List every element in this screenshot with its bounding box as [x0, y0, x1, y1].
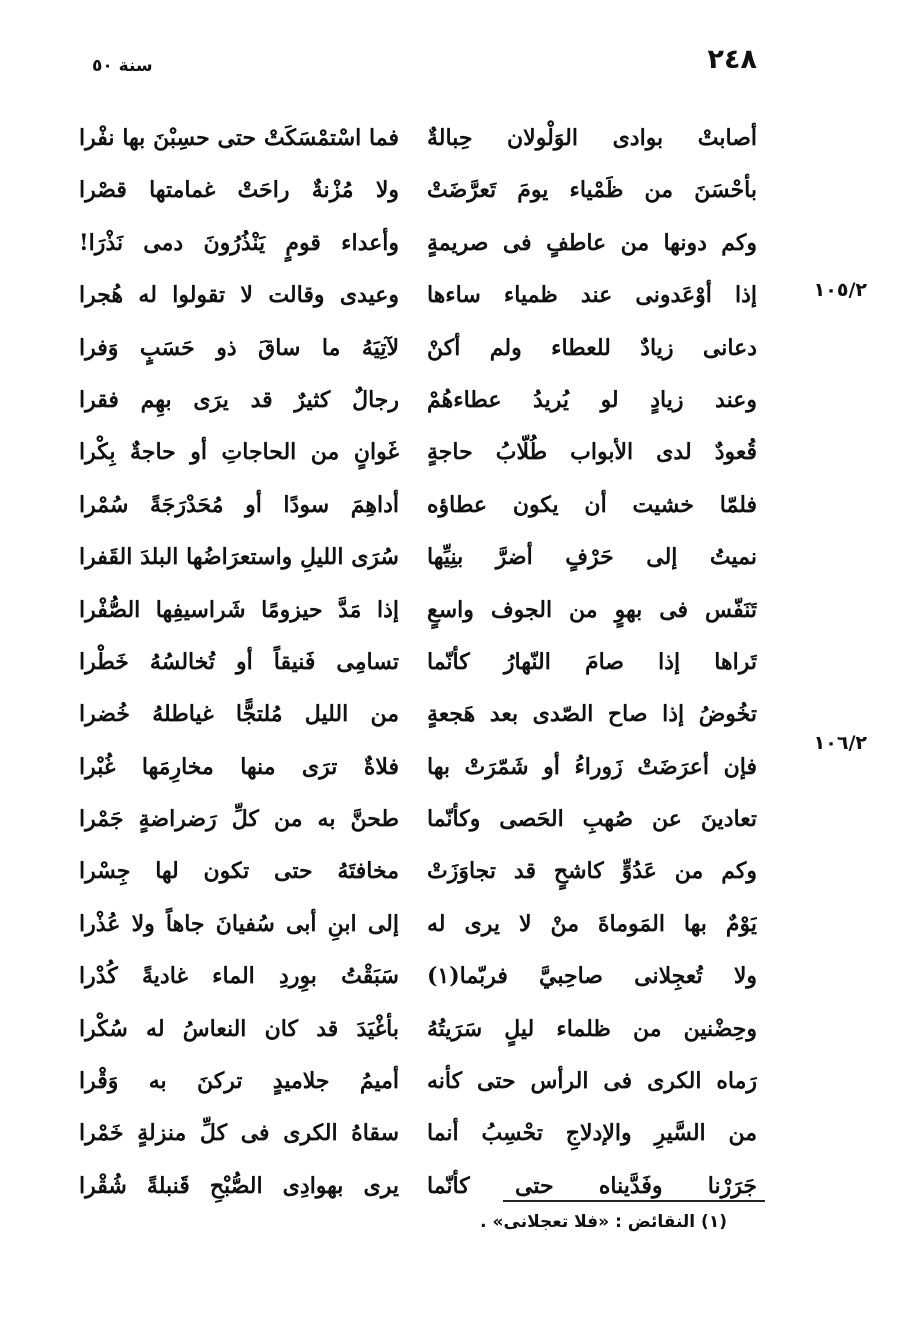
hemistich: مخافتَهُ حتى تكون لها جِسْرا [79, 858, 399, 885]
hemistich: سقاهُ الكرى فى كلِّ منزلةٍ خَمْرا [79, 1120, 399, 1147]
hemistich: فلمّا خشيت أن يكون عطاؤه [427, 491, 757, 518]
hemistich: غَوانٍ من الحاجاتِ أو حاجةٌ بِكْرا [79, 439, 399, 466]
hemistich: تَراها إذا صامَ النّهارُ كأنّما [427, 648, 757, 675]
verse-reference: ١٠٦/٢ [813, 732, 867, 754]
hemistich: ولا مُزْنةٌ راحَتْ غمامتها قصْرا [79, 177, 399, 204]
hemistich: يرى بهوادِى الصُّبْحِ قَنبلةً شُقْرا [79, 1172, 399, 1199]
hemistich: فلاةٌ ترَى منها مخارِمَها غُبْرا [79, 753, 399, 780]
hemistich: نميتُ إلى حَرْفٍ أضرَّ بنِيِّها [427, 544, 757, 571]
hemistich: لآتِيَهُ ما ساقَ ذو حَسَبٍ وَفرا [79, 334, 399, 361]
hemistich: وعيدى وقالت لا تقولوا له هُجرا [79, 282, 399, 309]
hemistich: تَنَفّس فى بهوٍ من الجوف واسعٍ [427, 596, 757, 623]
hemistich: جَرَرْنا وفَدَّيناه حتى كأنّما [427, 1172, 757, 1199]
hemistich: إذا مَدَّ حيزومًا شَراسيفِها الصُّفْرا [79, 596, 399, 623]
hemistich: وعند زيادٍ لو يُريدُ عطاءهُمْ [427, 386, 757, 413]
hemistich: فإن أعرَضَتْ زَوراءُ أو شَمّرَتْ بها [427, 753, 757, 780]
hemistich: إلى ابنِ أبى سُفيانَ جاهاً ولا عُذْرا [79, 910, 399, 937]
hemistich: أصابتْ بوادى الوَلْولان حِبالةٌ [427, 125, 757, 151]
hemistich: سُرَى الليلِ واستعرَاضُها البلدَ القَفرا [79, 544, 399, 571]
hemistich: بأحْسَنَ من ظَمْياء يومَ تَعرَّضَتْ [427, 177, 757, 204]
hemistich: تخُوضُ إذا صاح الصّدى بعد هَجعةٍ [427, 701, 757, 728]
hemistich: قُعودٌ لدى الأبواب طُلّابُ حاجةٍ [427, 439, 757, 466]
hemistich: وحِضْنين من ظلماء ليلٍ سَرَيتُهُ [427, 1015, 757, 1042]
footnote-divider [503, 1200, 765, 1202]
hemistich: أداهِمَ سودًا أو مُحَدْرَجَةً سُمْرا [79, 491, 399, 518]
hemistich: رجالٌ كثيرٌ قد يرَى بهِم فقرا [79, 386, 399, 413]
hemistich: طحنَّ به من كلِّ رَضراضةٍ جَمْرا [79, 806, 399, 833]
hemistich: وكم دونها من عاطفٍ فى صريمةٍ [427, 229, 757, 256]
hemistich: يَوْمٌ بها المَوماةَ منْ لا يرى له [427, 910, 757, 937]
hemistich: دعانى زيادٌ للعطاء ولم أكنْ [427, 334, 757, 361]
hemistich: فما اسْتمْسَكَتْ حتى حسِبْنَ بها نفْرا [79, 125, 399, 151]
verse-reference: ١٠٥/٢ [813, 279, 867, 301]
hemistich: أميمُ جلاميدٍ تركنَ به وَقْرا [79, 1068, 399, 1095]
hemistich: تسامِى فَنيقاً أو تُخالسُهُ خَطْرا [79, 648, 399, 675]
year-label: سنة ٥٠ [92, 56, 153, 76]
page-number: ٢٤٨ [707, 44, 757, 75]
hemistich: بأغْيَدَ قد كان النعاسُ له سُكْرا [79, 1015, 399, 1042]
hemistich: إذا أوْعَدونى عند ظمياء ساءها [427, 282, 757, 309]
footnote: (١) النقائض : «فلا تعجلانى» . [480, 1212, 727, 1232]
first-hemistich-column [427, 112, 757, 1212]
hemistich: سَبَقْتُ بوِردِ الماء غاديةً كُدْرا [79, 963, 399, 990]
hemistich: من الليل مُلتجًّا غياطلهُ خُضرا [79, 701, 399, 728]
hemistich: وأعداء قومٍ يَنْذُرُونَ دمى نَذْرَا! [79, 229, 399, 256]
hemistich: وكم من عَدُوٍّ كاشحٍ قد تجاوَزَتْ [427, 858, 757, 885]
hemistich: رَماه الكرى فى الرأس حتى كأنه [427, 1068, 757, 1095]
hemistich: تعادينَ عن صُهبِ الحَصى وكأنّما [427, 806, 757, 833]
second-hemistich-column [79, 112, 399, 1212]
hemistich: ولا تُعجِلانى صاحِبيَّ فربّما(١) [427, 963, 757, 990]
hemistich: من السَّيرِ والإدلاجِ تحْسِبُ أنما [427, 1120, 757, 1147]
